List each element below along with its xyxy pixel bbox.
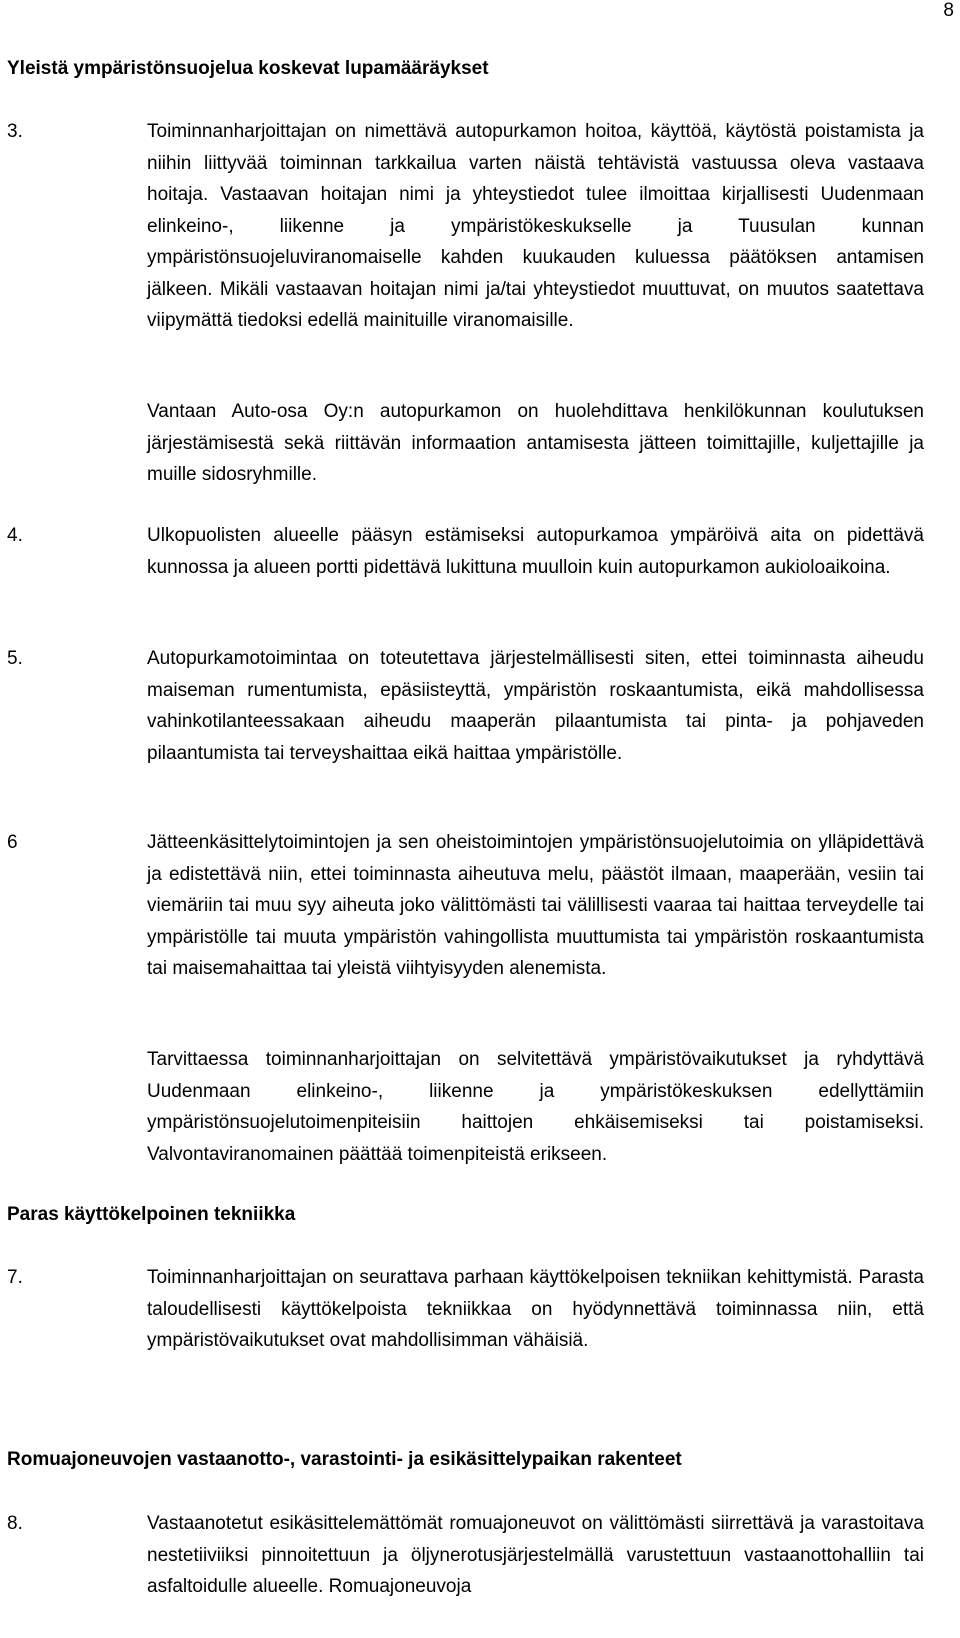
item-paragraph: Jätteenkäsittelytoimintojen ja sen oheistoimintojen ympäristönsuojelutoimia on ylläpidettävä ja edistettävä niin, ettei toiminnasta aiheutuva melu, päästöt ilmaan, maaperään, vesiin tai viemäriin tai muu syy aiheuta joko välittömästi tai välillisesti vaaraa tai haittaa terveydelle tai ympäristölle tai muuta ympäristön vahingollista muuttumista tai ympäristön roskaantumista tai maisemahaittaa tai yleistä viihtyisyyden alenemista. bbox=[147, 832, 924, 979]
item-paragraph: Vastaanotetut esikäsittelemättömät romuajoneuvot on välittömästi siirrettävä ja varastoitava nestetiiviiksi pinnoitettuun ja öljynerotusjärjestelmällä varustettuun vastaanottohalliin tai asfaltoidulle alueelle. Romuajoneuvoja bbox=[147, 1513, 924, 1597]
section-heading-reception: Romuajoneuvojen vastaanotto-, varastointi- ja esikäsittelypaikan rakenteet bbox=[7, 1449, 682, 1470]
page-number: 8 bbox=[943, 0, 954, 21]
section-heading-bat: Paras käyttökelpoinen tekniikka bbox=[7, 1204, 296, 1225]
section-heading-general: Yleistä ympäristönsuojelua koskevat lupamääräykset bbox=[7, 58, 489, 79]
item-paragraph: Tarvittaessa toiminnanharjoittajan on selvitettävä ympäristövaikutukset ja ryhdyttävä Uudenmaan elinkeino-, liikenne ja ympäristökeskuksen edellyttämiin ympäristönsuojelutoimenpiteisiin haittojen ehkäisemiseksi tai poistamiseksi. Valvontaviranomainen päättää toimenpiteistä erikseen. bbox=[147, 1049, 924, 1165]
item-number: 3. bbox=[7, 121, 23, 142]
item-number: 5. bbox=[7, 648, 23, 669]
item-number: 8. bbox=[7, 1513, 23, 1534]
item-number: 4. bbox=[7, 525, 23, 546]
item-paragraph: Ulkopuolisten alueelle pääsyn estämiseksi autopurkamoa ympäröivä aita on pidettävä kunnossa ja alueen portti pidettävä lukittuna muulloin kuin autopurkamon aukioloaikoina. bbox=[147, 525, 924, 578]
item-number: 7. bbox=[7, 1267, 23, 1288]
item-paragraph: Toiminnanharjoittajan on seurattava parhaan käyttökelpoisen tekniikan kehittymistä. Parasta taloudellisesti käyttökelpoista tekniikkaa on hyödynnettävä toiminnassa niin, että ympäristövaikutukset ovat mahdollisimman vähäisiä. bbox=[147, 1267, 924, 1351]
item-paragraph: Toiminnanharjoittajan on nimettävä autopurkamon hoitoa, käyttöä, käytöstä poistamista ja niihin liittyvää toiminnan tarkkailua varten näistä tehtävistä vastuussa oleva vastaava hoitaja. Vastaavan hoitajan nimi ja yhteystiedot tulee ilmoittaa kirjallisesti Uudenmaan elinkeino-, liikenne ja ympäristökeskukselle ja Tuusulan kunnan ympäristönsuojeluviranomaiselle kahden kuukauden kuluessa päätöksen antamisen jälkeen. Mikäli vastaavan hoitajan nimi ja/tai yhteystiedot muuttuvat, on muutos saatettava viipymättä tiedoksi edellä mainituille viranomaisille. bbox=[147, 121, 924, 331]
item-paragraph: Vantaan Auto-osa Oy:n autopurkamon on huolehdittava henkilökunnan koulutuksen järjestämisestä sekä riittävän informaation antamisesta jätteen toimittajille, kuljettajille ja muille sidosryhmille. bbox=[147, 401, 924, 485]
item-paragraph: Autopurkamotoimintaa on toteutettava järjestelmällisesti siten, ettei toiminnasta aiheudu maiseman rumentumista, epäsiisteyttä, ympäristön roskaantumista, eikä mahdollisessa vahinkotilanteessakaan aiheudu maaperän pilaantumista tai pinta- ja pohjaveden pilaantumista tai terveyshaittaa eikä haittaa ympäristölle. bbox=[147, 648, 924, 764]
item-number: 6 bbox=[7, 832, 18, 853]
